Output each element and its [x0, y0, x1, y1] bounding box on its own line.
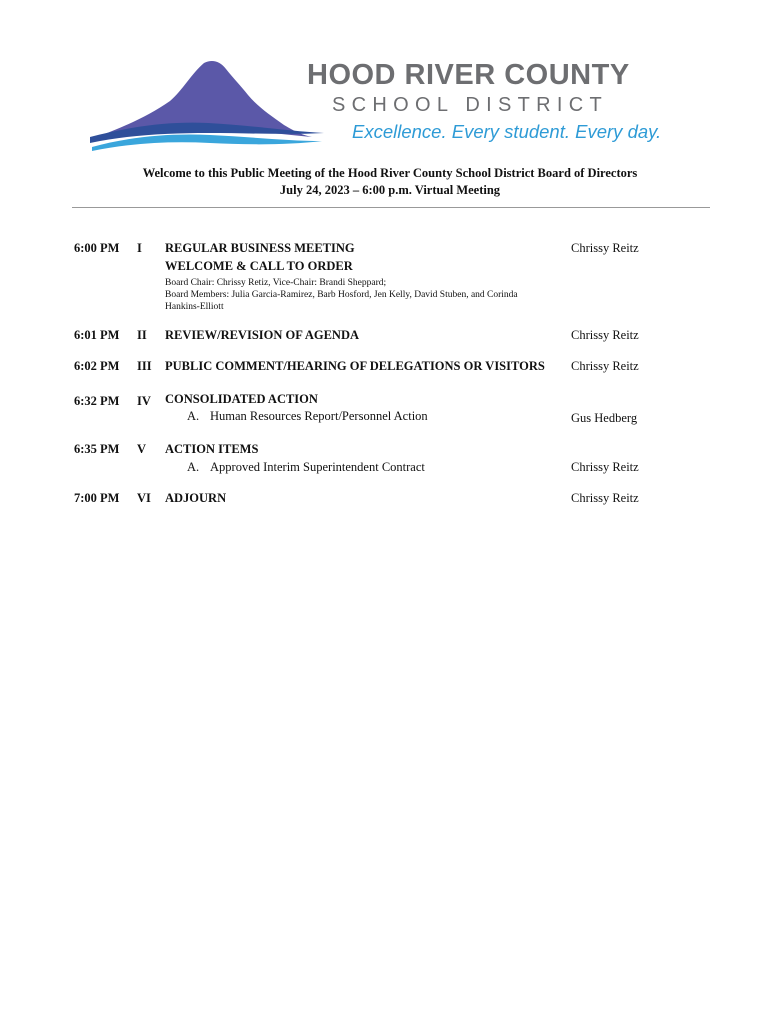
agenda-note: Hankins-Elliott	[165, 302, 224, 312]
agenda-title: CONSOLIDATED ACTION	[165, 392, 318, 406]
agenda-title: ACTION ITEMS	[165, 442, 259, 456]
agenda-presenter: Gus Hedberg	[571, 411, 638, 425]
meeting-title: Welcome to this Public Meeting of the Hood River County School District Board of Directors	[142, 166, 638, 180]
agenda-time: 6:32 PM	[74, 394, 120, 408]
agenda-number: V	[137, 442, 147, 456]
agenda-note: Board Chair: Chrissy Retiz, Vice-Chair: Brandi Sheppard;	[165, 278, 387, 288]
agenda-number: I	[137, 241, 142, 255]
agenda-presenter: Chrissy Reitz	[571, 241, 639, 255]
agenda-number: VI	[137, 491, 151, 505]
agenda-subitem	[187, 409, 428, 424]
subitem-text: Human Resources Report/Personnel Action	[210, 409, 428, 423]
subitem-letter: A.	[187, 460, 200, 474]
agenda-presenter: Chrissy Reitz	[571, 460, 639, 474]
org-tagline: Excellence. Every student. Every day.	[352, 121, 662, 142]
mountain-wave-logo-icon	[88, 55, 328, 155]
agenda-presenter: Chrissy Reitz	[571, 359, 639, 373]
district-logo	[88, 55, 662, 155]
org-name: HOOD RIVER COUNTY	[307, 59, 630, 91]
agenda-presenter: Chrissy Reitz	[571, 491, 639, 505]
agenda-subitem	[187, 460, 425, 475]
agenda-title: REVIEW/REVISION OF AGENDA	[165, 328, 360, 342]
agenda-number: III	[137, 359, 152, 373]
agenda-time: 6:00 PM	[74, 241, 120, 255]
header-divider	[72, 207, 710, 208]
subitem-text: Approved Interim Superintendent Contract	[210, 460, 425, 474]
agenda-number: II	[137, 328, 147, 342]
org-subtitle: SCHOOL DISTRICT	[332, 94, 608, 116]
agenda-presenter: Chrissy Reitz	[571, 328, 639, 342]
agenda-title-secondary: WELCOME & CALL TO ORDER	[165, 259, 353, 273]
agenda-time: 6:35 PM	[74, 442, 120, 456]
subitem-letter: A.	[187, 409, 200, 423]
agenda-time: 6:02 PM	[74, 359, 120, 373]
agenda-title: REGULAR BUSINESS MEETING	[165, 241, 355, 255]
agenda-title: ADJOURN	[165, 491, 227, 505]
agenda-time: 7:00 PM	[74, 491, 120, 505]
agenda-number: IV	[137, 394, 151, 408]
agenda-time: 6:01 PM	[74, 328, 120, 342]
agenda-note: Board Members: Julia Garcia-Ramirez, Barb Hosford, Jen Kelly, David Stuben, and Corinda	[165, 290, 518, 300]
meeting-date: July 24, 2023 – 6:00 p.m. Virtual Meeting	[279, 183, 501, 197]
agenda-title: PUBLIC COMMENT/HEARING OF DELEGATIONS OR VISITORS	[165, 359, 545, 373]
